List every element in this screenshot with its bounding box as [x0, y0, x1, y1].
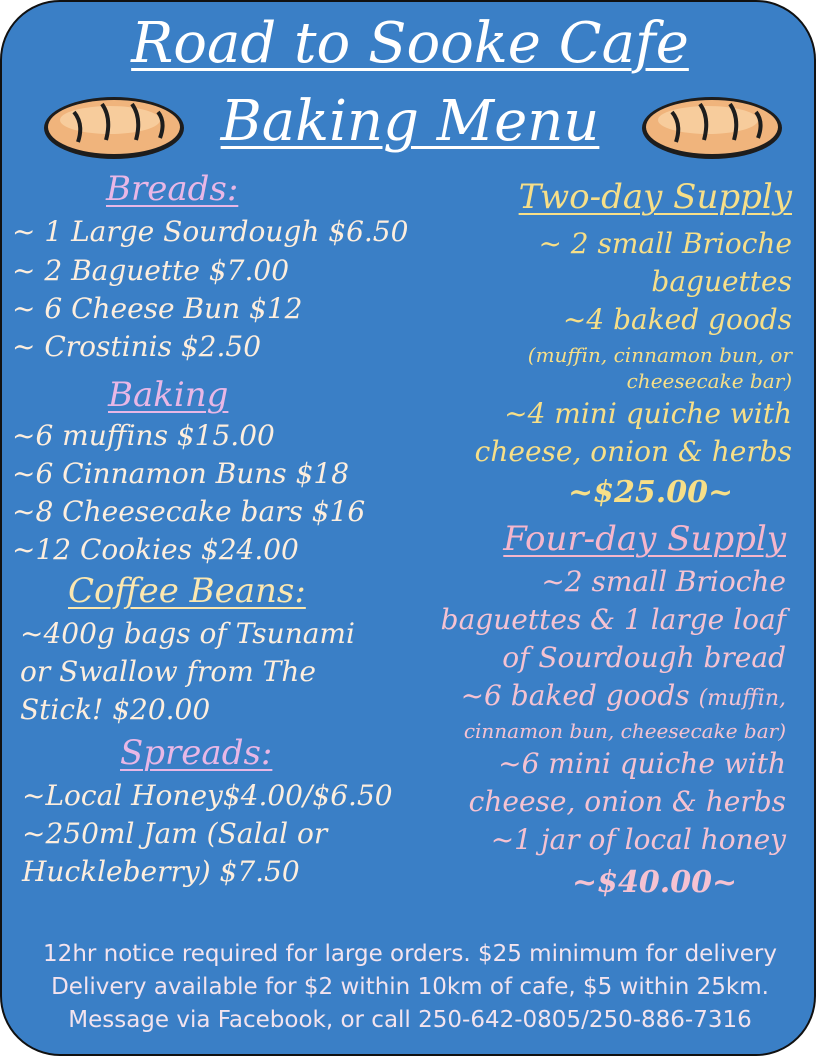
supply-line: [461, 678, 786, 714]
supply-line: baguettes: [651, 265, 792, 298]
menu-item: ~250ml Jam (Salal or: [22, 817, 328, 850]
baked-goods-text: ~6 baked goods: [460, 679, 690, 712]
footer-line: Message via Facebook, or call 250-642-0805/250-886-7316: [68, 1007, 752, 1033]
footer-notice: [2, 938, 816, 1037]
breads-heading: Breads:: [106, 169, 239, 209]
menu-item: ~ 6 Cheese Bun $12: [12, 292, 303, 325]
title-line-1: Road to Sooke Cafe: [131, 11, 689, 76]
menu-item: ~400g bags of Tsunami: [20, 617, 355, 650]
supply-line: cheese, onion & herbs: [468, 785, 786, 818]
supply-line: ~6 mini quiche with: [498, 747, 786, 780]
supply-line: ~4 baked goods: [562, 303, 792, 336]
menu-item: ~ 2 Baguette $7.00: [12, 254, 290, 287]
four-day-price: ~$40.00~: [572, 865, 738, 900]
bread-loaf-icon: [40, 90, 188, 162]
menu-item: ~12 Cookies $24.00: [12, 533, 299, 566]
baking-heading: Baking: [108, 375, 229, 415]
footer-line: Delivery available for $2 within 10km of cafe, $5 within 25km.: [51, 974, 769, 1000]
title-line-2: Baking Menu: [220, 89, 600, 154]
supply-line: ~2 small Brioche: [541, 565, 786, 598]
footer-line: 12hr notice required for large orders. $25 minimum for delivery: [43, 941, 777, 967]
baked-goods-note: (muffin,: [698, 686, 786, 711]
supply-line: cheese, onion & herbs: [474, 435, 792, 468]
menu-item: ~ Crostinis $2.50: [12, 330, 262, 363]
two-day-price: ~$25.00~: [568, 475, 734, 510]
menu-item: or Swallow from The: [20, 655, 316, 688]
menu-item: Stick! $20.00: [20, 693, 211, 726]
supply-note: (muffin, cinnamon bun, or: [527, 343, 792, 367]
two-day-heading: Two-day Supply: [518, 177, 792, 217]
menu-item: ~6 muffins $15.00: [12, 419, 275, 452]
spreads-heading: Spreads:: [120, 733, 273, 773]
supply-note: cinnamon bun, cheesecake bar): [463, 719, 786, 743]
menu-item: ~8 Cheesecake bars $16: [12, 495, 366, 528]
supply-line: ~ 2 small Brioche: [538, 227, 792, 260]
supply-line: of Sourdough bread: [502, 641, 786, 674]
bread-loaf-icon: [638, 90, 786, 162]
menu-item: Huckleberry) $7.50: [22, 855, 300, 888]
supply-line: ~1 jar of local honey: [490, 823, 786, 856]
menu-item: ~ 1 Large Sourdough $6.50: [12, 215, 409, 248]
coffee-heading: Coffee Beans:: [68, 571, 306, 611]
menu-item: ~6 Cinnamon Buns $18: [12, 457, 350, 490]
menu-item: ~Local Honey$4.00/$6.50: [22, 779, 393, 812]
four-day-heading: Four-day Supply: [503, 519, 786, 559]
supply-note: cheesecake bar): [626, 369, 792, 393]
supply-line: ~4 mini quiche with: [504, 397, 792, 430]
supply-line: baguettes & 1 large loaf: [440, 603, 786, 636]
